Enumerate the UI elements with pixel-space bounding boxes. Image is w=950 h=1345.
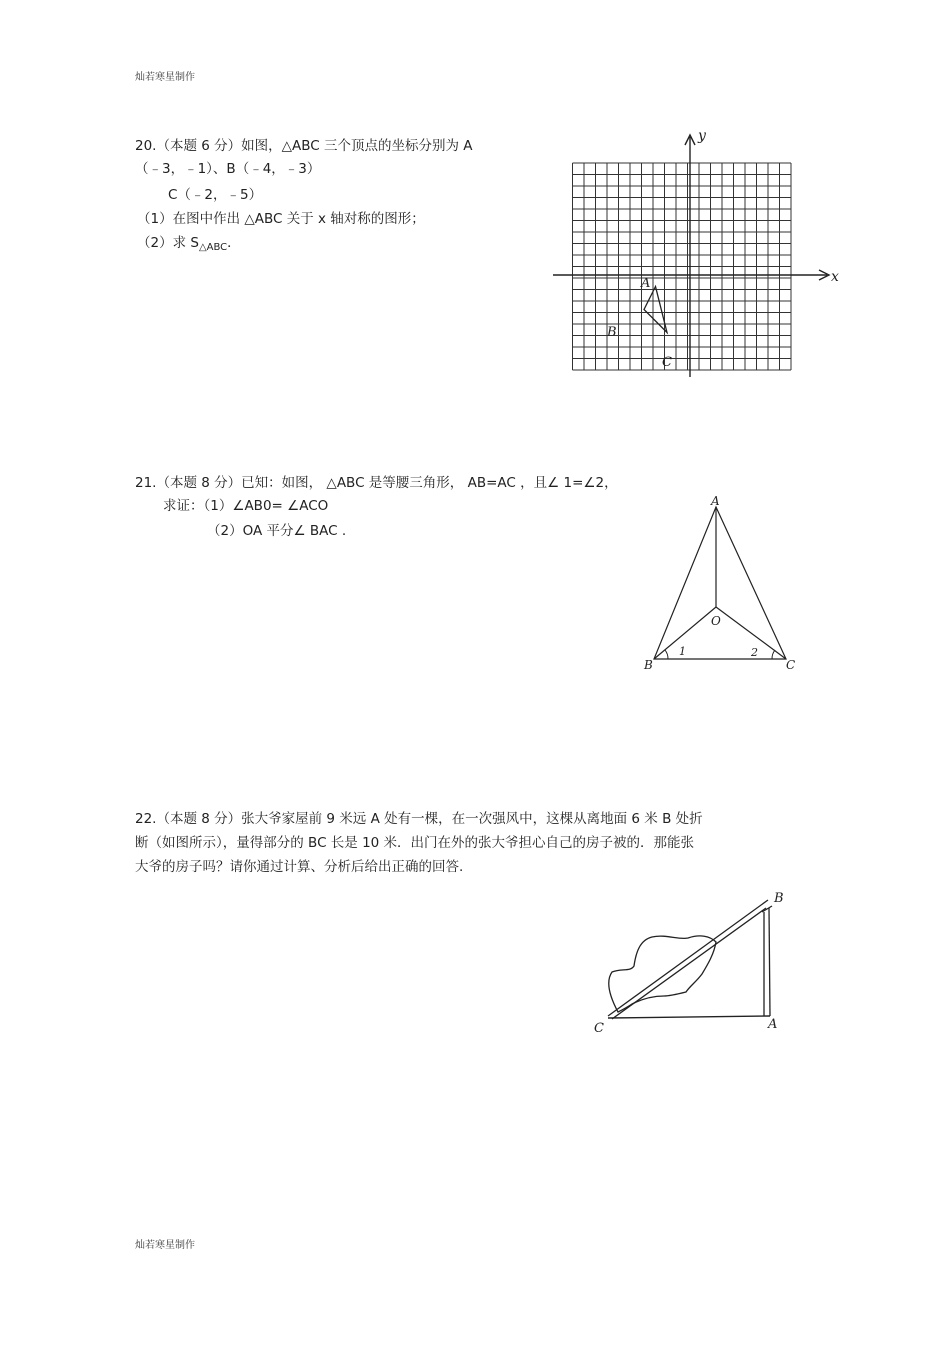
q20-line5-prefix: （2）求 S — [137, 235, 199, 251]
q20-vertex-b-label: B — [607, 325, 617, 340]
q21-vertex-a-label: A — [711, 494, 720, 508]
q21-line1: 21.（本题 8 分）已知：如图， △ABC 是等腰三角形， AB=AC ，且∠ 1=∠2， — [135, 475, 618, 491]
page-header: 灿若寒星制作 — [135, 72, 195, 83]
q20-line5 — [137, 234, 241, 257]
q20-vertex-a-label: A — [641, 276, 651, 291]
q20-line1: 20.（本题 6 分）如图，△ABC 三个顶点的坐标分别为 A — [135, 138, 473, 154]
q20-vertex-c-label: C — [662, 355, 672, 370]
q21-vertex-c-label: C — [786, 658, 796, 672]
q21-vertex-b-label: B — [644, 658, 653, 672]
q20-grid — [573, 163, 792, 370]
page-footer: 灿若寒星制作 — [135, 1240, 195, 1251]
q21-triangle-figure — [640, 492, 810, 677]
q22-line2: 断（如图所示），量得部分的 BC 长是 10 米．出门在外的张大爷担心自己的房子被的．那能张 — [135, 835, 695, 851]
q20-triangle-abc — [644, 287, 667, 333]
q22-line3: 大爷的房子吗？请你通过计算、分析后给出正确的回答. — [135, 859, 464, 875]
q20-line5-sub: △ABC — [198, 242, 228, 253]
q22-fallen-trunk-upper — [608, 900, 768, 1016]
q20-x-axis-label: x — [831, 269, 839, 285]
q21-line3: （2）OA 平分∠ BAC . — [207, 523, 347, 539]
q20-line5-suffix: ． — [227, 235, 241, 251]
q20-line3: C（﹣2，﹣5） — [168, 187, 263, 203]
q20-y-axis-label: y — [698, 128, 706, 144]
q22-point-c-label: C — [594, 1021, 604, 1036]
q21-vertex-o-label: O — [711, 614, 721, 628]
q22-line1: 22.（本题 8 分）张大爷家屋前 9 米远 A 处有一棵，在一次强风中，这棵从离地面 6 米 B 处折 — [135, 811, 703, 827]
q21-angle2-arc — [772, 650, 775, 659]
q20-line2: （﹣3，﹣1）、B（﹣4，﹣3） — [135, 161, 321, 177]
q22-tree-crown — [609, 936, 716, 1012]
q22-trunk-top — [762, 906, 772, 912]
q21-triangle-abc — [654, 507, 786, 659]
q21-angle2-label: 2 — [751, 646, 758, 659]
q21-angle1-arc — [665, 650, 668, 659]
q22-tree-figure — [590, 882, 800, 1042]
q22-ground-ca — [608, 1016, 770, 1018]
q21-angle1-label: 1 — [679, 645, 686, 658]
q22-trunk-right — [769, 908, 770, 1016]
q21-line2: 求证：（1）∠AB0= ∠ACO — [163, 498, 329, 514]
q22-point-a-label: A — [768, 1017, 778, 1032]
q20-line4: （1）在图中作出 △ABC 关于 x 轴对称的图形； — [137, 211, 425, 227]
q20-coordinate-figure — [545, 125, 845, 385]
q22-point-b-label: B — [774, 891, 784, 906]
